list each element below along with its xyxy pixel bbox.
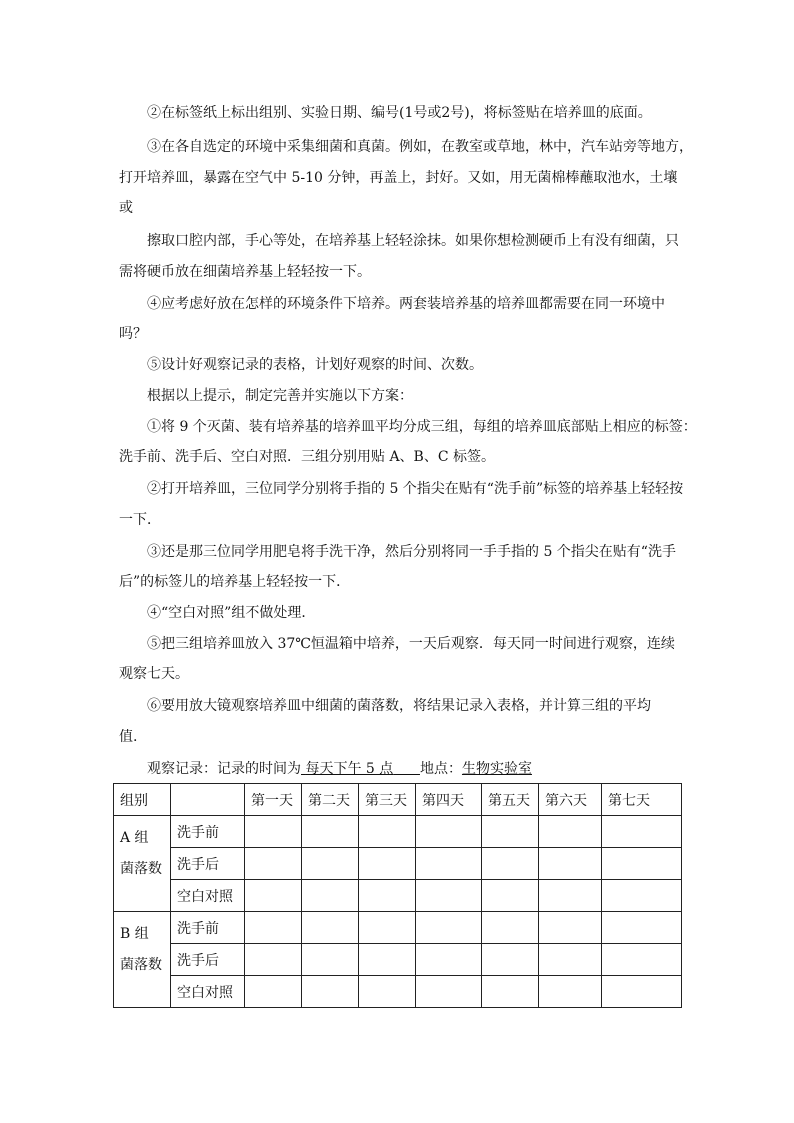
paragraph-4: 或 [119,200,133,216]
data-cell [302,816,359,848]
data-cell [359,848,416,880]
table-row [114,944,682,976]
data-cell [539,944,602,976]
data-cell [416,912,482,944]
data-cell [302,944,359,976]
header-cell-day: 第五天 [482,784,539,816]
data-cell [602,976,682,1008]
group-label-b: B 组 菌落数 [114,912,171,1008]
header-cell-blank [171,784,245,816]
data-cell [416,816,482,848]
data-cell [416,944,482,976]
table-row [114,816,682,848]
table-header-row [114,784,682,816]
paragraph-21: 值. [119,729,138,745]
header-cell-day: 第二天 [302,784,359,816]
paragraph-2: ③在各自选定的环境中采集细菌和真菌。例如，在教室或草地，林中，汽车站旁等地方， [147,139,693,155]
data-cell [359,880,416,912]
data-cell [482,816,539,848]
paragraph-16: 后”的标签儿的培养基上轻轻按一下． [119,574,351,590]
header-cell-group: 组别 [114,784,171,816]
row-label: 洗手后 [171,848,245,880]
paragraph-12: 洗手前、洗手后、空白对照．三组分别用贴 A、B、C 标签。 [119,449,496,465]
table-row [114,912,682,944]
paragraph-20: ⑥要用放大镜观察培养皿中细菌的菌落数，将结果记录入表格，并计算三组的平均 [147,698,651,714]
table-row [114,880,682,912]
row-label: 洗手前 [171,912,245,944]
data-cell [245,912,302,944]
data-cell [245,944,302,976]
data-cell [245,848,302,880]
data-cell [482,880,539,912]
data-cell [416,848,482,880]
paragraph-17: ④“空白对照”组不做处理． [147,605,316,621]
data-cell [302,880,359,912]
table-row [114,976,682,1008]
record-prefix: 观察记录：记录的时间为 [147,761,301,777]
row-label: 空白对照 [171,880,245,912]
paragraph-3: 打开培养皿，暴露在空气中 5-10 分钟，再盖上，封好。又如，用无菌棉棒蘸取池水，土壤 [119,170,678,186]
data-cell [602,816,682,848]
header-cell-day: 第一天 [245,784,302,816]
paragraph-1: ②在标签纸上标出组别、实验日期、编号(1号或2号)，将标签贴在培养皿的底面。 [147,105,652,121]
data-cell [359,944,416,976]
data-cell [359,912,416,944]
data-cell [245,880,302,912]
paragraph-10: 根据以上提示，制定完善并实施以下方案： [147,388,413,404]
table-row [114,848,682,880]
data-cell [602,944,682,976]
data-cell [539,848,602,880]
header-cell-day: 第七天 [602,784,682,816]
paragraph-18: ⑤把三组培养皿放入 37℃恒温箱中培养，一天后观察．每天同一时间进行观察，连续 [147,636,675,652]
data-cell [482,944,539,976]
paragraph-19: 观察七天。 [119,666,189,682]
data-cell [359,976,416,1008]
record-time: 每天下午 5 点 [305,761,394,777]
record-line [0,760,794,778]
data-cell [602,848,682,880]
data-cell [482,912,539,944]
data-cell [359,816,416,848]
header-cell-day: 第六天 [539,784,602,816]
header-cell-day: 第三天 [359,784,416,816]
data-cell [302,912,359,944]
paragraph-13: ②打开培养皿，三位同学分别将手指的 5 个指尖在贴有“洗手前”标签的培养基上轻轻按 [147,481,684,497]
data-cell [302,848,359,880]
data-cell [602,912,682,944]
data-cell [539,912,602,944]
data-cell [539,816,602,848]
paragraph-11: ①将 9 个灭菌、装有培养基的培养皿平均分成三组，每组的培养皿底部贴上相应的标签： [147,419,697,435]
data-cell [482,848,539,880]
data-cell [602,880,682,912]
row-label: 空白对照 [171,976,245,1008]
paragraph-14: 一下． [119,512,161,528]
data-cell [539,976,602,1008]
paragraph-5: 擦取口腔内部，手心等处，在培养基上轻轻涂抹。如果你想检测硬币上有没有细菌，只 [147,233,679,249]
observation-table [113,783,682,1008]
paragraph-6: 需将硬币放在细菌培养基上轻轻按一下。 [119,264,371,280]
paragraph-7: ④应考虑好放在怎样的环境条件下培养。两套装培养基的培养皿都需要在同一环境中 [147,296,665,312]
group-label-a: A 组 菌落数 [114,816,171,912]
paragraph-15: ③还是那三位同学用肥皂将手洗干净，然后分别将同一手手指的 5 个指尖在贴有“洗手 [147,544,676,560]
data-cell [245,976,302,1008]
data-cell [539,880,602,912]
data-cell [416,976,482,1008]
data-cell [245,816,302,848]
row-label: 洗手后 [171,944,245,976]
data-cell [416,880,482,912]
record-place: 生物实验室 [461,761,532,777]
paragraph-8: 吗？ [119,326,147,342]
data-cell [482,976,539,1008]
header-cell-day: 第四天 [416,784,482,816]
row-label: 洗手前 [171,816,245,848]
paragraph-9: ⑤设计好观察记录的表格，计划好观察的时间、次数。 [147,357,483,373]
data-cell [302,976,359,1008]
record-place-label: 地点： [419,761,462,777]
